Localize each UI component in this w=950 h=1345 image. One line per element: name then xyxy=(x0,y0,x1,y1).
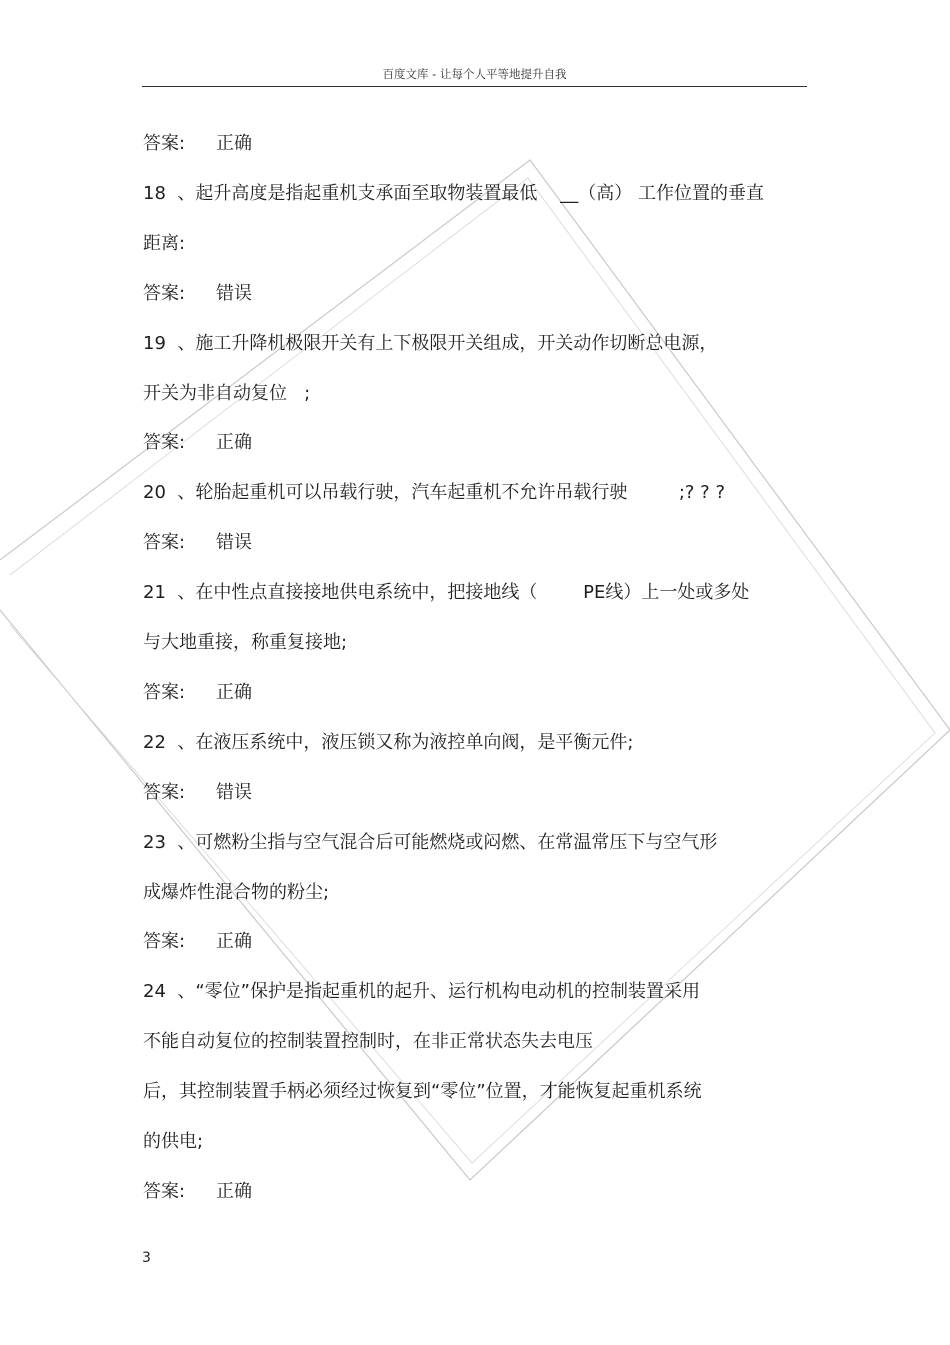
answer-label: 答案: xyxy=(143,681,186,703)
answer-value: 正确 xyxy=(216,931,252,953)
question-text-line: 距离: xyxy=(143,232,186,254)
question-text-line: 后，其控制装置手柄必须经过恢复到“零位”位置，才能恢复起重机系统 xyxy=(143,1081,702,1103)
answer-line xyxy=(143,531,252,555)
answer-line xyxy=(143,431,252,455)
question-text-line: 20 、轮胎起重机可以吊载行驶，汽车起重机不允许吊载行驶 ;? ? ? xyxy=(143,482,726,504)
answer-line xyxy=(143,1180,252,1204)
question-text-line: 19 、施工升降机极限开关有上下极限开关组成，开关动作切断总电源， xyxy=(143,332,718,354)
page-header xyxy=(142,66,807,87)
question-text-line: 18 、起升高度是指起重机支承面至取物装置最低 __（高） 工作位置的垂直 xyxy=(143,182,764,204)
question-text-line: 23 、可燃粉尘指与空气混合后可能燃烧或闷燃、在常温常压下与空气形 xyxy=(143,831,718,853)
answer-value: 正确 xyxy=(216,1180,252,1202)
answer-value: 正确 xyxy=(216,681,252,703)
question-text-line: 不能自动复位的控制装置控制时，在非正常状态失去电压 xyxy=(143,1031,593,1053)
answer-value: 错误 xyxy=(216,532,252,554)
answer-label: 答案: xyxy=(143,931,186,953)
question-text-line: 24 、“零位”保护是指起重机的起升、运行机构电动机的控制装置采用 xyxy=(143,981,700,1003)
answer-label: 答案: xyxy=(143,282,186,304)
answer-label: 答案: xyxy=(143,781,186,803)
question-text-line: 开关为非自动复位 ; xyxy=(143,382,311,404)
answer-value: 错误 xyxy=(216,781,252,803)
answer-value: 正确 xyxy=(216,432,252,454)
page-number: 3 xyxy=(142,1250,151,1266)
answer-line xyxy=(143,930,252,954)
answer-label: 答案: xyxy=(143,133,186,154)
answer-value: 错误 xyxy=(216,282,252,304)
answer-line xyxy=(143,282,252,306)
answer-line xyxy=(143,781,252,805)
question-text-line: 的供电; xyxy=(143,1131,204,1152)
answer-label: 答案: xyxy=(143,1180,186,1202)
question-text-line: 与大地重接，称重复接地; xyxy=(143,632,348,653)
answer-line xyxy=(143,132,252,156)
answer-line xyxy=(143,681,252,705)
answer-label: 答案: xyxy=(143,532,186,554)
answer-value: 正确 xyxy=(216,133,252,154)
answer-label: 答案: xyxy=(143,432,186,454)
header-text: 百度文库 - 让每个人平等地提升自我 xyxy=(382,67,567,81)
question-text-line: 成爆炸性混合物的粉尘; xyxy=(143,881,330,903)
question-text-line: 22 、在液压系统中，液压锁又称为液控单向阀，是平衡元件; xyxy=(143,731,634,753)
question-text-line: 21 、在中性点直接接地供电系统中，把接地线（ PE线）上一处或多处 xyxy=(143,582,750,604)
